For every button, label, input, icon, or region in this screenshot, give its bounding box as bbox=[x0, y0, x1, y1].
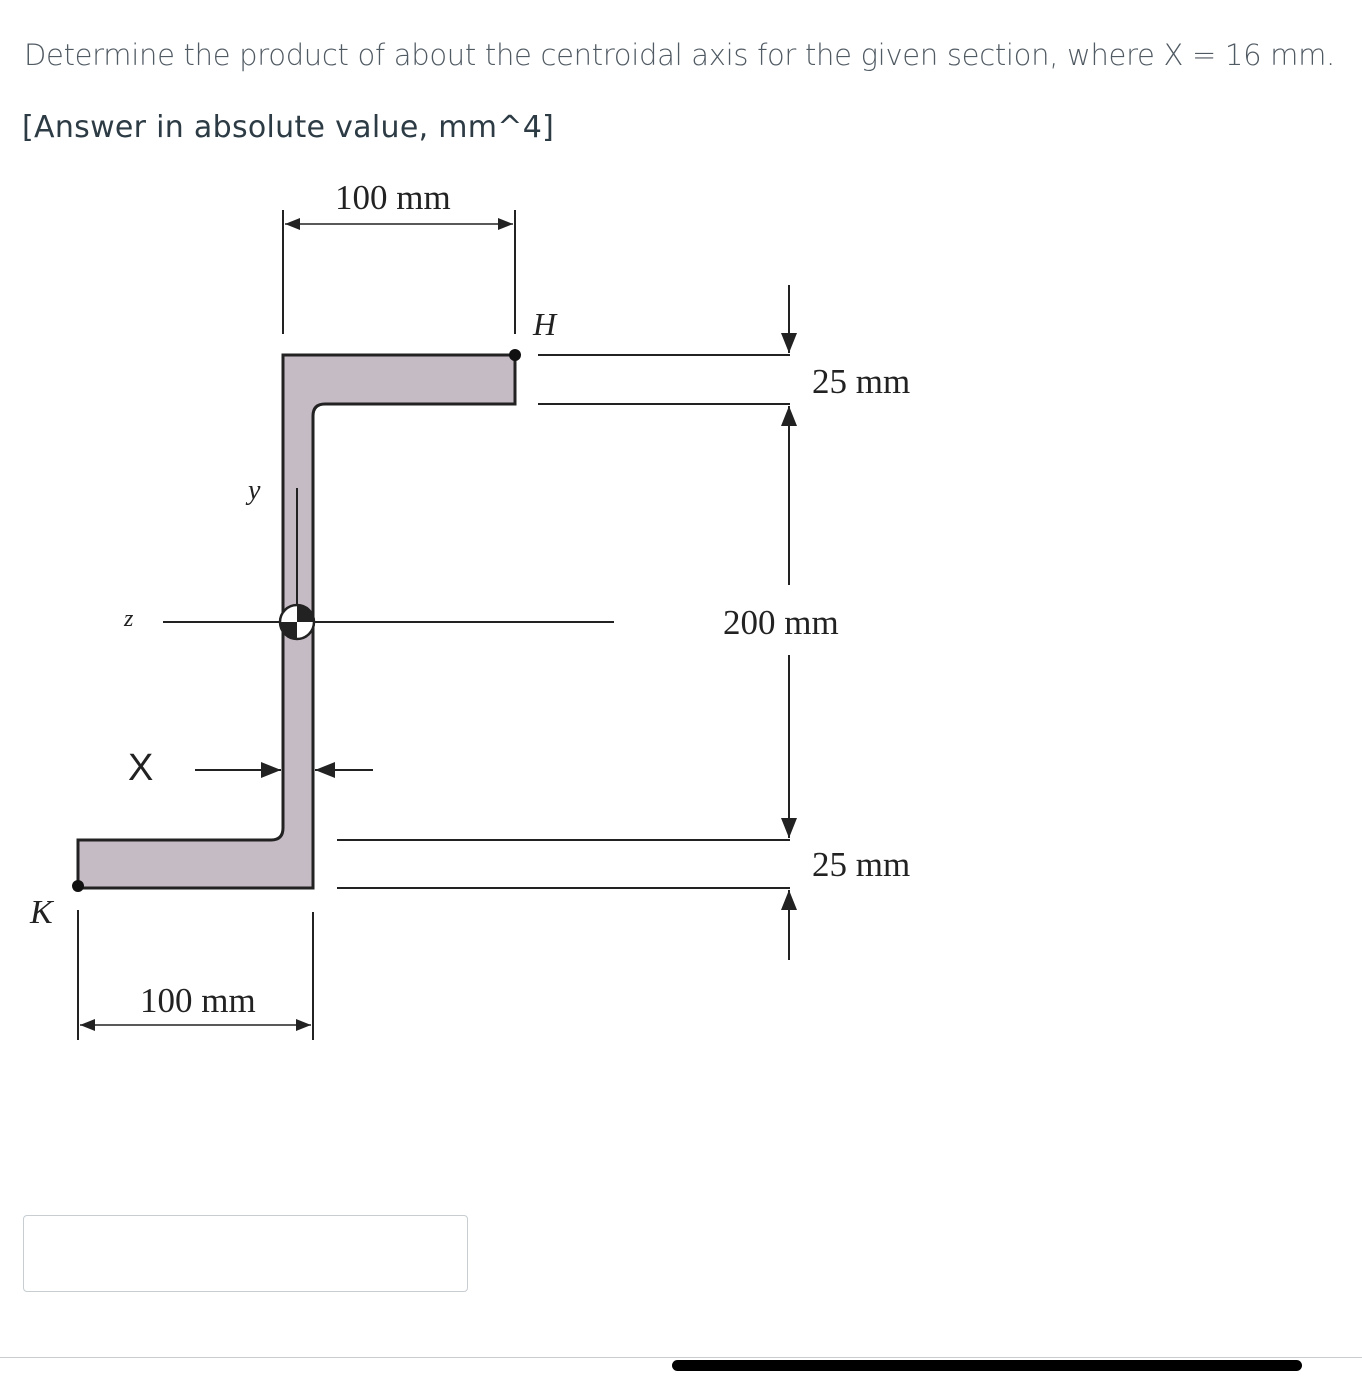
web-thickness-label: X bbox=[128, 747, 154, 789]
bottom-flange-thickness-label: 25 mm bbox=[812, 845, 911, 884]
z-section-drawing bbox=[0, 170, 1362, 1070]
point-k-dot bbox=[72, 880, 84, 892]
point-k-label: K bbox=[30, 894, 53, 931]
bottom-width-label: 100 mm bbox=[140, 981, 256, 1020]
web-height-label: 200 mm bbox=[723, 603, 839, 642]
y-axis-label: y bbox=[248, 475, 261, 506]
top-width-label: 100 mm bbox=[335, 178, 451, 217]
centroid-symbol bbox=[280, 605, 314, 639]
point-h-label: H bbox=[533, 306, 557, 342]
z-axis-label: z bbox=[124, 606, 134, 632]
question-text: Determine the product of about the centroidal axis for the given section, where X = 16 mm. bbox=[24, 38, 1335, 72]
footer-divider bbox=[0, 1357, 1362, 1358]
answer-input[interactable] bbox=[23, 1215, 468, 1292]
horizontal-scrollbar[interactable] bbox=[672, 1360, 1302, 1371]
point-h-dot bbox=[509, 349, 521, 361]
answer-instruction: [Answer in absolute value, mm^4] bbox=[22, 110, 555, 145]
top-flange-thickness-label: 25 mm bbox=[812, 362, 911, 401]
z-section-figure bbox=[0, 170, 1362, 1070]
